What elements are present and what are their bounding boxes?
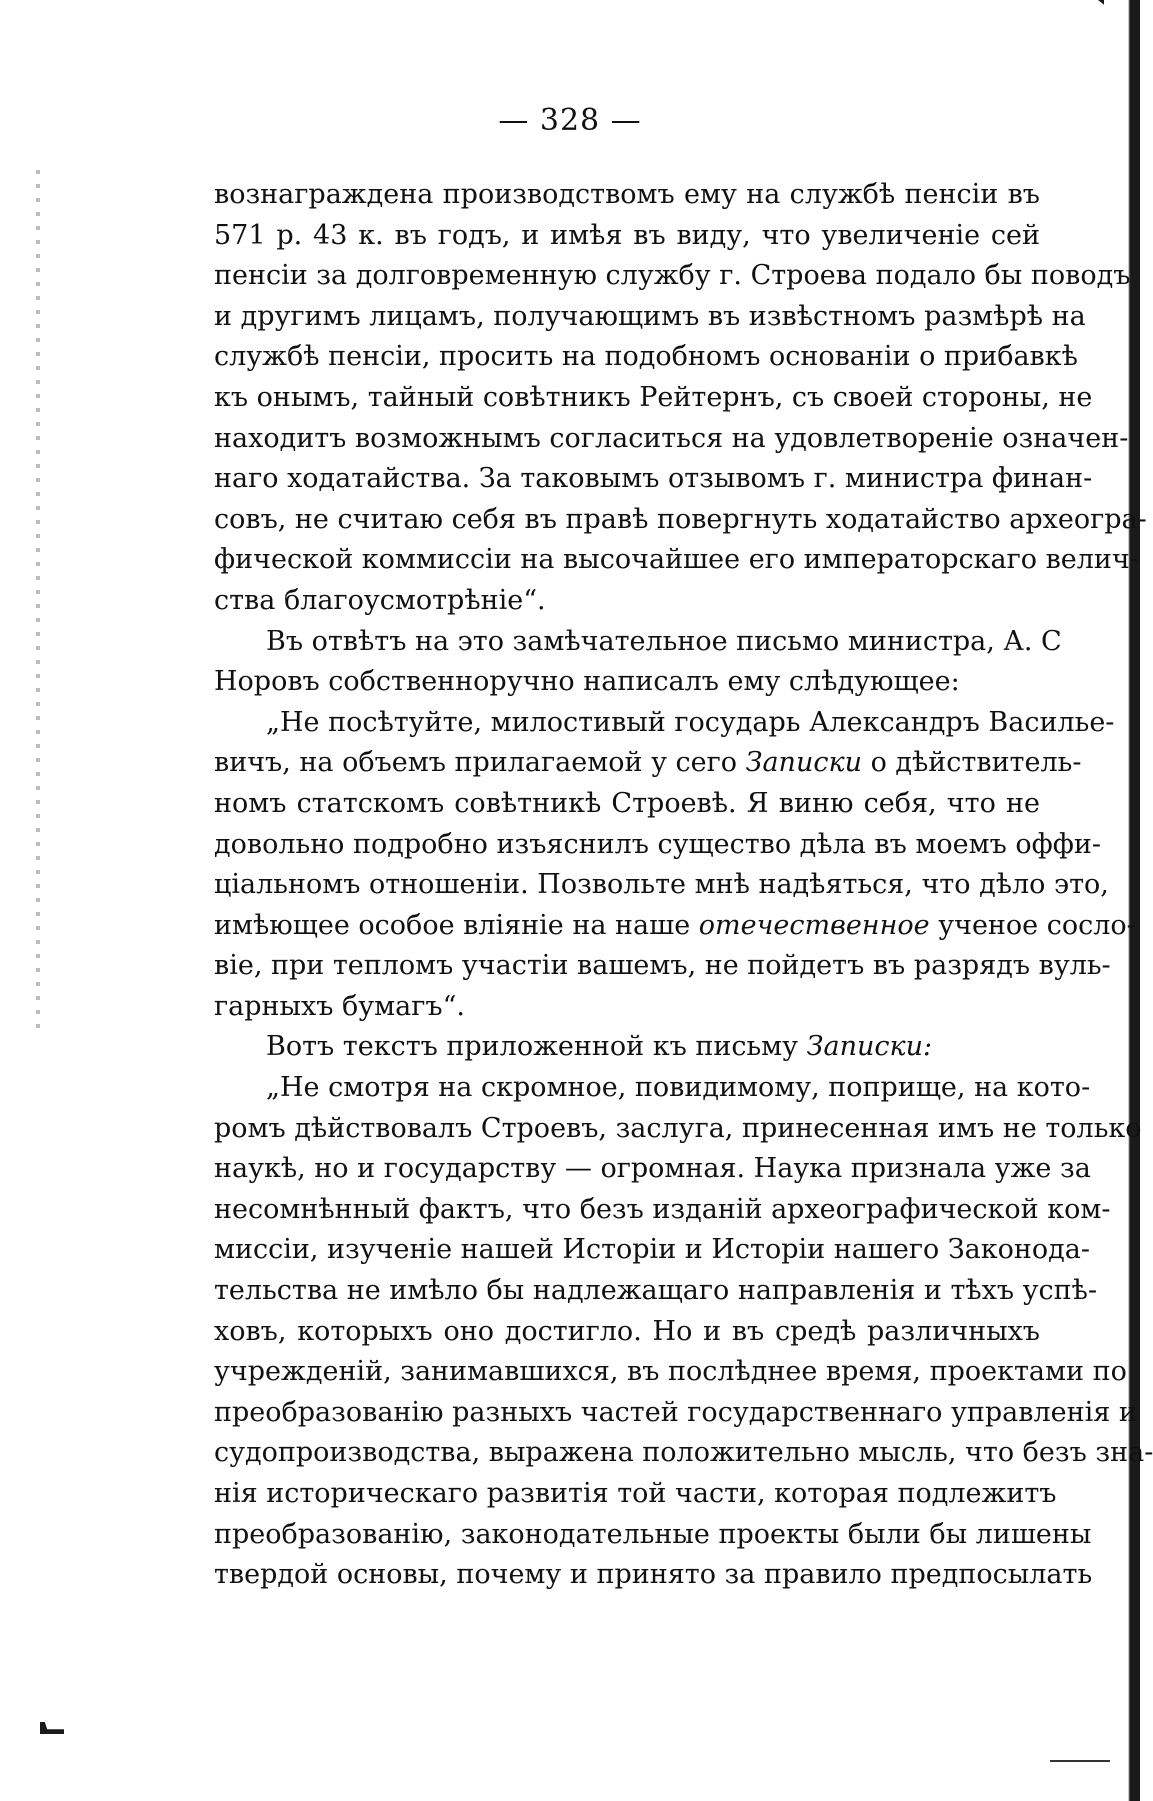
text-line xyxy=(214,540,1139,581)
text-span: имѣющее особое вліяніе на наше xyxy=(214,909,699,941)
text-line xyxy=(214,987,1040,1028)
text-line xyxy=(214,622,1062,663)
text-span: фической коммиссіи на высочайшее его императорскаго велич- xyxy=(214,544,1139,576)
text-span: ученое сосло- xyxy=(929,909,1136,941)
text-line xyxy=(214,1068,1091,1109)
text-line xyxy=(214,297,1086,338)
text-line xyxy=(214,175,1040,216)
text-span: ціальномъ отношеніи. Позвольте мнѣ надѣяться, что дѣло это, xyxy=(214,869,1109,901)
text-span: судопроизводства, выражена положительно мысль, что безъ зна- xyxy=(214,1437,1153,1469)
text-span: „Не смотря на скромное, повидимому, поприще, на кото- xyxy=(266,1072,1091,1104)
text-line xyxy=(214,743,1082,784)
text-line xyxy=(214,1555,1093,1596)
text-line xyxy=(214,1190,1111,1231)
text-line xyxy=(214,459,1093,500)
text-line xyxy=(214,337,1078,378)
text-line xyxy=(214,1352,1127,1393)
text-span: о дѣйствитель- xyxy=(861,747,1082,779)
body-text xyxy=(214,175,1153,1596)
text-span: 571 р. 43 к. въ годъ, и имѣя въ виду, что увеличеніе сей xyxy=(214,219,1040,251)
scan-edge-left xyxy=(36,170,40,1030)
text-span: твердой основы, почему и принято за правило предпосылать xyxy=(214,1559,1093,1591)
text-line xyxy=(214,1312,1040,1353)
text-line xyxy=(214,1109,1142,1150)
text-span: ромъ дѣйствовалъ Строевъ, заслуга, принесенная имъ не только xyxy=(214,1112,1142,1144)
text-span: несомнѣнный фактъ, что безъ изданій археографической ком- xyxy=(214,1193,1111,1225)
text-span: віе, при тепломъ участіи вашемъ, не пойдетъ въ разрядъ вуль- xyxy=(214,950,1111,982)
text-span: преобразованію разныхъ частей государственнаго управленія и xyxy=(214,1396,1137,1428)
text-span: учрежденій, занимавшихся, въ послѣднее время, проектами по xyxy=(214,1356,1127,1388)
text-line xyxy=(214,1230,1091,1271)
italic-text: отечественное xyxy=(698,909,930,941)
text-line xyxy=(214,1271,1098,1312)
text-span: находитъ возможнымъ согласиться на удовлетвореніе означен- xyxy=(214,422,1129,454)
text-span: совъ, не считаю себя въ правѣ повергнуть ходатайство археогра- xyxy=(214,503,1147,535)
scan-rule xyxy=(1050,1760,1110,1762)
text-span: и другимъ лицамъ, получающимъ въ извѣстномъ размѣрѣ на xyxy=(214,300,1086,332)
text-span: пенсіи за долговременную службу г. Строева подало бы поводъ xyxy=(214,260,1131,292)
text-line xyxy=(214,1433,1153,1474)
text-line xyxy=(214,703,1115,744)
text-span: Вотъ текстъ приложенной къ письму xyxy=(266,1031,807,1063)
text-span: ства благоусмотрѣніе“. xyxy=(214,584,546,616)
text-line xyxy=(214,216,1040,257)
text-span: номъ статскомъ совѣтникѣ Строевѣ. Я виню себя, что не xyxy=(214,787,1040,819)
text-line xyxy=(214,865,1109,906)
text-line xyxy=(214,784,1040,825)
text-line xyxy=(214,378,1093,419)
text-line xyxy=(214,581,1040,622)
text-line xyxy=(214,1515,1092,1556)
text-span: „Не посѣтуйте, милостивый государь Александръ Василье- xyxy=(266,706,1115,738)
text-line xyxy=(214,1474,1057,1515)
text-span: ховъ, которыхъ оно достигло. Но и въ средѣ различныхъ xyxy=(214,1315,1040,1347)
text-span: преобразованію, законодательные проекты были бы лишены xyxy=(214,1518,1092,1550)
text-span: вознаграждена производствомъ ему на службѣ пенсіи въ xyxy=(214,179,1040,210)
text-span: вичъ, на объемъ прилагаемой у сего xyxy=(214,747,746,779)
text-line xyxy=(214,906,1136,947)
text-line xyxy=(214,1393,1137,1434)
text-span: наго ходатайства. За таковымъ отзывомъ г. министра финан- xyxy=(214,463,1093,495)
text-span: наукѣ, но и государству — огромная. Наука признала уже за xyxy=(214,1153,1091,1185)
text-span: довольно подробно изъяснилъ существо дѣла въ моемъ оффи- xyxy=(214,828,1102,860)
text-span: миссіи, изученіе нашей Исторіи и Исторіи нашего Законода- xyxy=(214,1234,1091,1266)
text-span: нія историческаго развитія той части, которая подлежитъ xyxy=(214,1478,1057,1509)
page-number: — 328 — xyxy=(498,103,642,138)
text-span: Въ отвѣтъ на это замѣчательное письмо министра, А. С xyxy=(266,625,1062,657)
text-line xyxy=(214,419,1129,460)
text-span: къ онымъ, тайный совѣтникъ Рейтернъ, съ своей стороны, не xyxy=(214,381,1093,413)
text-line xyxy=(214,500,1147,541)
text-span: гарныхъ бумагъ“. xyxy=(214,990,465,1022)
italic-text: Записки xyxy=(745,747,862,779)
scan-mark xyxy=(40,1722,64,1734)
text-span: Норовъ собственноручно написалъ ему слѣдующее: xyxy=(214,666,960,698)
italic-text: Записки: xyxy=(806,1031,933,1063)
text-line xyxy=(214,1149,1091,1190)
text-line xyxy=(214,1027,1040,1068)
text-line xyxy=(214,825,1102,866)
text-line xyxy=(214,662,1040,703)
text-span: службѣ пенсіи, просить на подобномъ основаніи о прибавкѣ xyxy=(214,341,1078,373)
text-span: тельства не имѣло бы надлежащаго направленія и тѣхъ успѣ- xyxy=(214,1275,1098,1307)
text-line xyxy=(214,946,1111,987)
text-line xyxy=(214,256,1131,297)
